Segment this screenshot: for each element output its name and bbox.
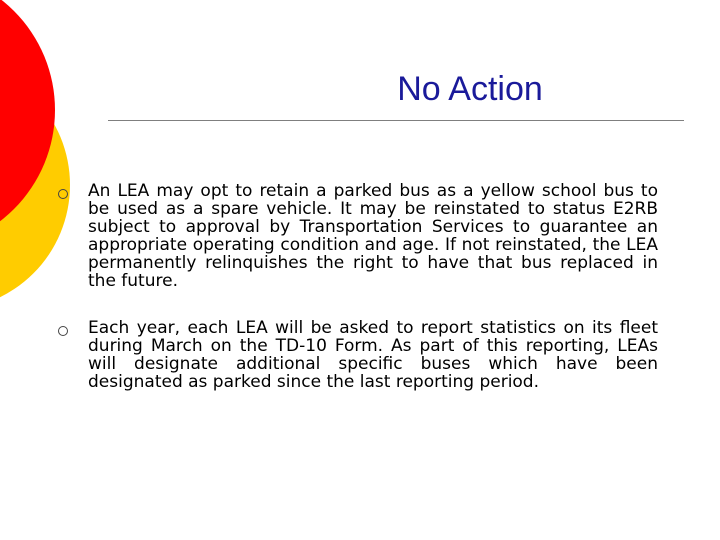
bullet-item xyxy=(58,319,658,391)
title-divider xyxy=(108,120,684,121)
bullet-item xyxy=(58,182,658,290)
red-circle-shape xyxy=(0,0,55,250)
bullet-text: Each year, each LEA will be asked to report statistics on its fleet during March on the TD-10 Form. As part of this reporting, LEAs will designate additional specific buses which have been designated as parked since the last reporting period. xyxy=(88,318,658,392)
hollow-circle-bullet-icon xyxy=(58,189,68,199)
hollow-circle-bullet-icon xyxy=(58,326,68,336)
bullet-text: An LEA may opt to retain a parked bus as a yellow school bus to be used as a spare vehicle. It may be reinstated to status E2RB subject to approval by Transportation Services to guarantee an appropriate operating condition and age. If not reinstated, the LEA permanently relinquishes the right to have that bus replaced in the future. xyxy=(88,181,658,291)
bullet-list xyxy=(58,182,658,420)
slide-title: No Action xyxy=(397,70,543,108)
